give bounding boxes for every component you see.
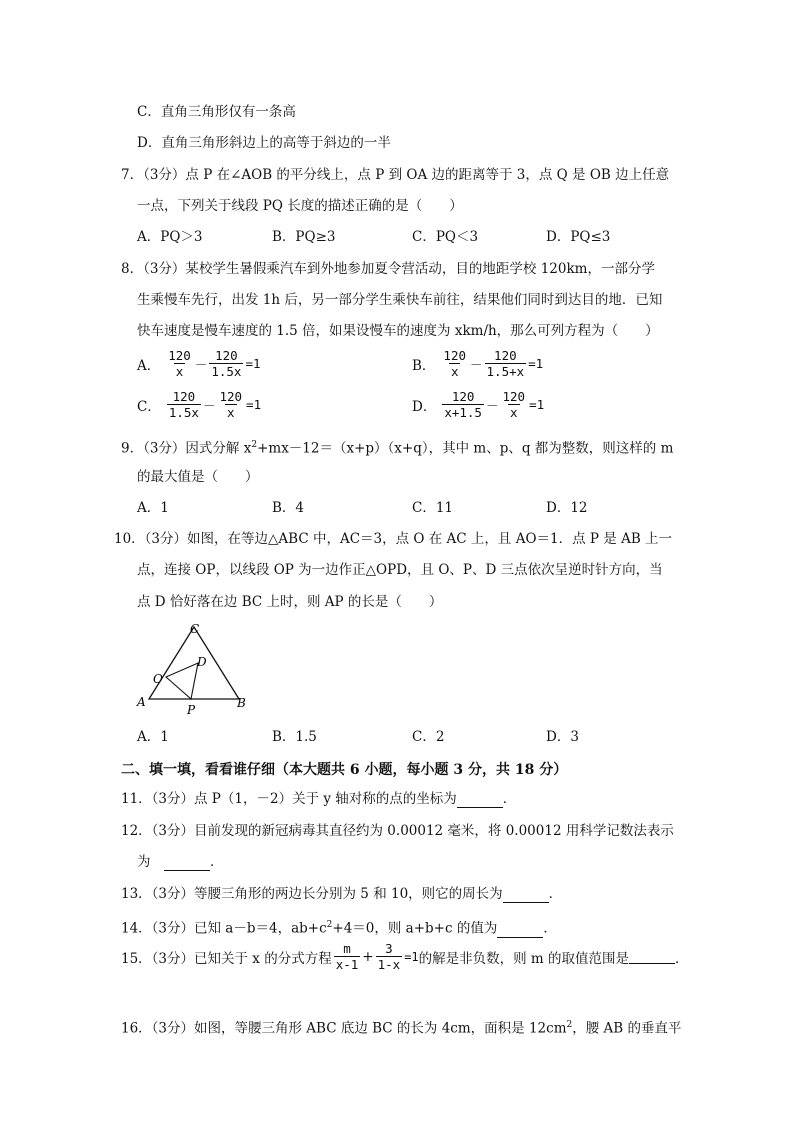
answer-blank [457,793,503,808]
numerator: 120 [494,348,517,363]
numerator: 120 [443,348,466,363]
operator: － [202,397,216,413]
label-o: O [153,672,163,686]
numerator: 3 [385,941,393,956]
q14-stem [121,916,557,938]
q9-option-a: A．1 [137,500,169,516]
triangle-abc [149,627,239,699]
answer-blank [497,923,543,938]
fraction [442,389,484,420]
denominator: x [510,405,518,420]
q13-stem [121,885,562,903]
numerator: 120 [172,389,196,404]
q9-option-d: D．12 [546,500,588,516]
q7-option-c: C．PQ＜3 [412,229,479,245]
q12-text: 为 [137,854,151,870]
q9-option-b: B．4 [272,500,305,516]
q15-text-post: 的解是非负数，则 m 的取值范围是 [418,950,630,967]
q10-figure-triangle [135,618,255,718]
q8-stem-line3: 快车速度是慢车速度的 1.5 倍，如果设慢车的速度为 xkm/h，那么可列方程为（ ） [137,323,659,339]
q9-stem-line1 [121,436,673,458]
numerator: 120 [451,389,475,404]
q13-end: ． [548,886,563,902]
q6-option-d: D．直角三角形斜边上的高等于斜边的一半 [137,135,391,151]
fraction [500,389,527,420]
denominator: x [175,364,184,379]
q7-option-d: D．PQ≤3 [546,229,611,245]
fraction [485,348,527,379]
q13-text: 13．（3分）等腰三角形的两边长分别为 5 和 10，则它的周长为 [121,886,503,902]
denominator: 1.5x [211,364,242,379]
q14-exponent: 2 [326,920,333,930]
numerator: 120 [168,348,191,363]
option-label: C． [137,398,161,415]
q10-stem-line3: 点 D 恰好落在边 BC 上时，则 AP 的长是（ ） [137,594,443,610]
option-label: B． [412,357,436,374]
fraction [167,389,201,420]
equals-rhs: =1 [528,356,544,371]
q16-text-a: 16．（3分）如图，等腰三角形 ABC 底边 BC 的长为 4cm，面积是 12cm [121,1020,567,1037]
q7-option-b: B．PQ≥3 [272,229,336,245]
equals-rhs: =1 [404,949,419,964]
q10-stem-line2: 点，连接 OP，以线段 OP 为一边作正△OPD，且 O、P、D 三点依次呈逆时针方向，当 [137,562,663,578]
fraction [166,348,193,379]
numerator: 120 [219,389,243,404]
q14-end: ． [543,920,557,937]
q16-stem-line1 [121,1016,682,1038]
numerator: 120 [215,348,238,363]
q10-option-c: C．2 [412,729,445,745]
q15-end: ． [675,950,689,967]
q12-stem-line1: 12．（3分）目前发现的新冠病毒其直径约为 0.00012 毫米，将 0.00012 用科学记数法表示 [121,823,674,839]
answer-blank [164,856,210,871]
q6-option-c: C．直角三角形仅有一条高 [137,104,296,120]
q14-text-a: 14．（3分）已知 a－b＝4，ab+c [121,920,327,937]
denominator: x [226,405,235,420]
label-a: A [137,695,146,709]
fraction [209,348,243,379]
equals-rhs: =1 [246,397,262,412]
denominator: 1.5x [168,405,199,420]
denominator: 1-x [377,957,401,972]
answer-blank [503,888,549,903]
equals-rhs: =1 [245,356,261,371]
label-p: P [187,703,196,717]
q12-stem-line2 [137,853,224,871]
q8-stem-line2: 生乘慢车先行，出发 1h 后，另一部分学生乘快车前往，结果他们同时到达目的地．已知 [137,292,663,308]
q9-exponent: 2 [251,440,258,450]
q9-text-b: +mx－12＝（x+p）（x+q），其中 m、p、q 都为整数，则这样的 m [257,440,674,457]
section-2-heading: 二、填一填，看看谁仔细（本大题共 6 小题，每小题 3 分，共 18 分） [121,762,568,778]
q8-stem-line1: 8．（3分）某校学生暑假乘汽车到外地参加夏令营活动，目的地距学校 120km，一部分学 [121,261,655,277]
q8-option-d [412,389,544,420]
q10-option-b: B．1.5 [272,729,317,745]
operator: － [194,356,208,372]
fraction [217,389,244,420]
q8-option-c [137,389,261,420]
denominator: x [450,364,459,379]
answer-blank [629,949,675,964]
fraction [334,941,361,972]
option-label: A． [137,357,161,374]
label-c: C [190,622,200,636]
operator: + [362,948,374,965]
q16-text-b: ，腰 AB 的垂直平 [572,1020,682,1037]
q8-option-b [412,348,543,379]
q7-option-a: A．PQ＞3 [137,229,203,245]
operator: － [470,356,483,372]
q12-end: ． [210,854,224,870]
option-label: D． [412,398,437,415]
q9-option-c: C．11 [412,500,454,516]
q8-option-a [137,348,261,379]
q11-end: ． [502,791,517,807]
q7-stem-line1: 7．（3分）点 P 在∠AOB 的平分线上，点 P 到 OA 边的距离等于 3，点 Q 是 OB 边上任意 [121,167,670,183]
q14-text-b: +4＝0，则 a+b+c 的值为 [332,920,498,937]
denominator: x+1.5 [444,405,482,420]
q9-text-a: 9．（3分）因式分解 x [121,440,252,457]
q15-stem [121,941,689,972]
fraction [376,941,403,972]
q9-stem-line2: 的最大值是（ ） [137,469,259,485]
equals-rhs: =1 [529,397,545,412]
denominator: 1.5+x [486,364,525,379]
q10-stem-line1: 10．（3分）如图，在等边△ABC 中，AC＝3，点 O 在 AC 上，且 AO＝1．点 P 是 AB 上一 [114,531,673,547]
q7-stem-line2: 一点，下列关于线段 PQ 长度的描述正确的是（ ） [137,198,463,214]
numerator: m [343,941,351,956]
q10-option-d: D．3 [546,729,579,745]
triangle-opd [166,663,198,699]
denominator: x-1 [335,957,359,972]
label-d: D [197,655,207,669]
q15-text-pre: 15．（3分）已知关于 x 的分式方程 [121,950,332,967]
label-b: B [237,696,246,710]
q10-option-a: A．1 [137,729,169,745]
q11-stem [121,790,516,808]
numerator: 120 [502,389,526,404]
q16-exponent: 2 [566,1020,573,1030]
operator: － [485,397,499,413]
fraction [441,348,468,379]
q11-text: 11．（3分）点 P（1，－2）关于 y 轴对称的点的坐标为 [121,791,457,807]
